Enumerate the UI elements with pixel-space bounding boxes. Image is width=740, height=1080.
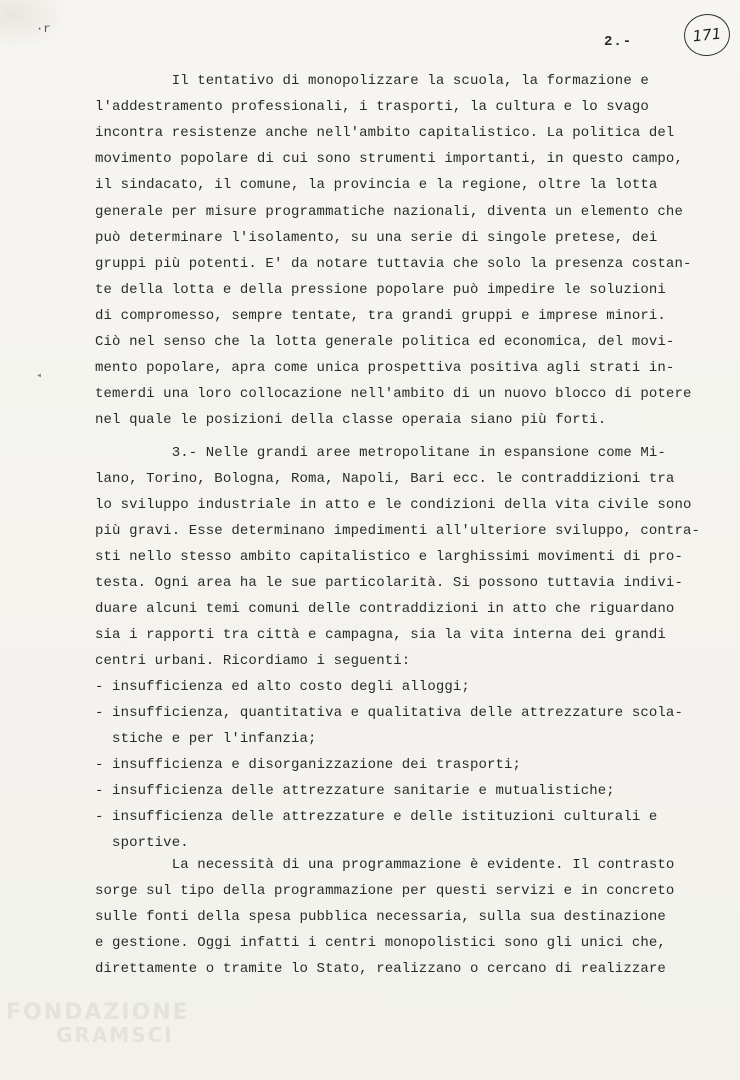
- watermark-line-1: FONDAZIONE: [6, 1000, 190, 1025]
- text-line: te della lotta e della pressione popolare può impedire le soluzioni: [95, 282, 666, 298]
- list-item: - insufficienza, quantitativa e qualitativa delle attrezzature scola-: [95, 705, 683, 721]
- text-line: nel quale le posizioni della classe operaia siano più forti.: [95, 412, 607, 428]
- text-line: sia i rapporti tra città e campagna, sia la vita interna dei grandi: [95, 627, 666, 643]
- text-line: più gravi. Esse determinano impedimenti all'ulteriore sviluppo, contra-: [95, 523, 701, 539]
- text-line: movimento popolare di cui sono strumenti importanti, in questo campo,: [95, 151, 683, 167]
- text-line: gruppi più potenti. E' da notare tuttavia che solo la presenza costan-: [95, 256, 692, 272]
- page-number: 2.-: [604, 34, 633, 50]
- text-line: 3.- Nelle grandi aree metropolitane in espansione come Mi-: [95, 445, 666, 461]
- text-line: Il tentativo di monopolizzare la scuola, la formazione e: [95, 73, 649, 89]
- list-item: sportive.: [95, 835, 189, 851]
- text-line: può determinare l'isolamento, su una serie di singole pretese, dei: [95, 230, 658, 246]
- text-line: sti nello stesso ambito capitalistico e larghissimi movimenti di pro-: [95, 549, 683, 565]
- text-line: direttamente o tramite lo Stato, realizzano o cercano di realizzare: [95, 961, 666, 977]
- text-line: il sindacato, il comune, la provincia e la regione, oltre la lotta: [95, 177, 658, 193]
- list-item: stiche e per l'infanzia;: [95, 731, 317, 747]
- watermark-line-2: GRAMSCI: [56, 1023, 174, 1047]
- list-item: - insufficienza delle attrezzature e delle istituzioni culturali e: [95, 809, 658, 825]
- list-item: - insufficienza e disorganizzazione dei trasporti;: [95, 757, 522, 773]
- text-line: lo sviluppo industriale in atto e le condizioni della vita civile sono: [95, 497, 692, 513]
- corner-mark: [0, 0, 70, 50]
- punch-mark: ◂: [36, 371, 43, 382]
- text-line: La necessità di una programmazione è evidente. Il contrasto: [95, 857, 675, 873]
- text-line: mento popolare, apra come unica prospettiva positiva agli strati in-: [95, 360, 675, 376]
- text-line: temerdi una loro collocazione nell'ambito di un nuovo blocco di potere: [95, 386, 692, 402]
- text-line: sorge sul tipo della programmazione per questi servizi e in concreto: [95, 883, 675, 899]
- watermark: [6, 1002, 190, 1046]
- text-line: lano, Torino, Bologna, Roma, Napoli, Bari ecc. le contraddizioni tra: [95, 471, 675, 487]
- text-line: e gestione. Oggi infatti i centri monopolistici sono gli unici che,: [95, 935, 666, 951]
- text-line: sulle fonti della spesa pubblica necessaria, sulla sua destinazione: [95, 909, 666, 925]
- text-line: testa. Ogni area ha le sue particolarità. Si possono tuttavia indivi-: [95, 575, 683, 591]
- text-line: centri urbani. Ricordiamo i seguenti:: [95, 653, 411, 669]
- text-line: duare alcuni temi comuni delle contraddizioni in atto che riguardano: [95, 601, 675, 617]
- archive-stamp: 171: [682, 12, 732, 59]
- list-item: - insufficienza delle attrezzature sanitarie e mutualistiche;: [95, 783, 615, 799]
- corner-glyph: ·r: [36, 22, 51, 36]
- text-line: l'addestramento professionali, i trasporti, la cultura e lo svago: [95, 99, 649, 115]
- text-line: generale per misure programmatiche nazionali, diventa un elemento che: [95, 204, 683, 220]
- list-item: - insufficienza ed alto costo degli alloggi;: [95, 679, 470, 695]
- text-line: di compromesso, sempre tentate, tra grandi gruppi e imprese minori.: [95, 308, 666, 324]
- text-line: incontra resistenze anche nell'ambito capitalistico. La politica del: [95, 125, 675, 141]
- text-line: Ciò nel senso che la lotta generale politica ed economica, del movi-: [95, 334, 675, 350]
